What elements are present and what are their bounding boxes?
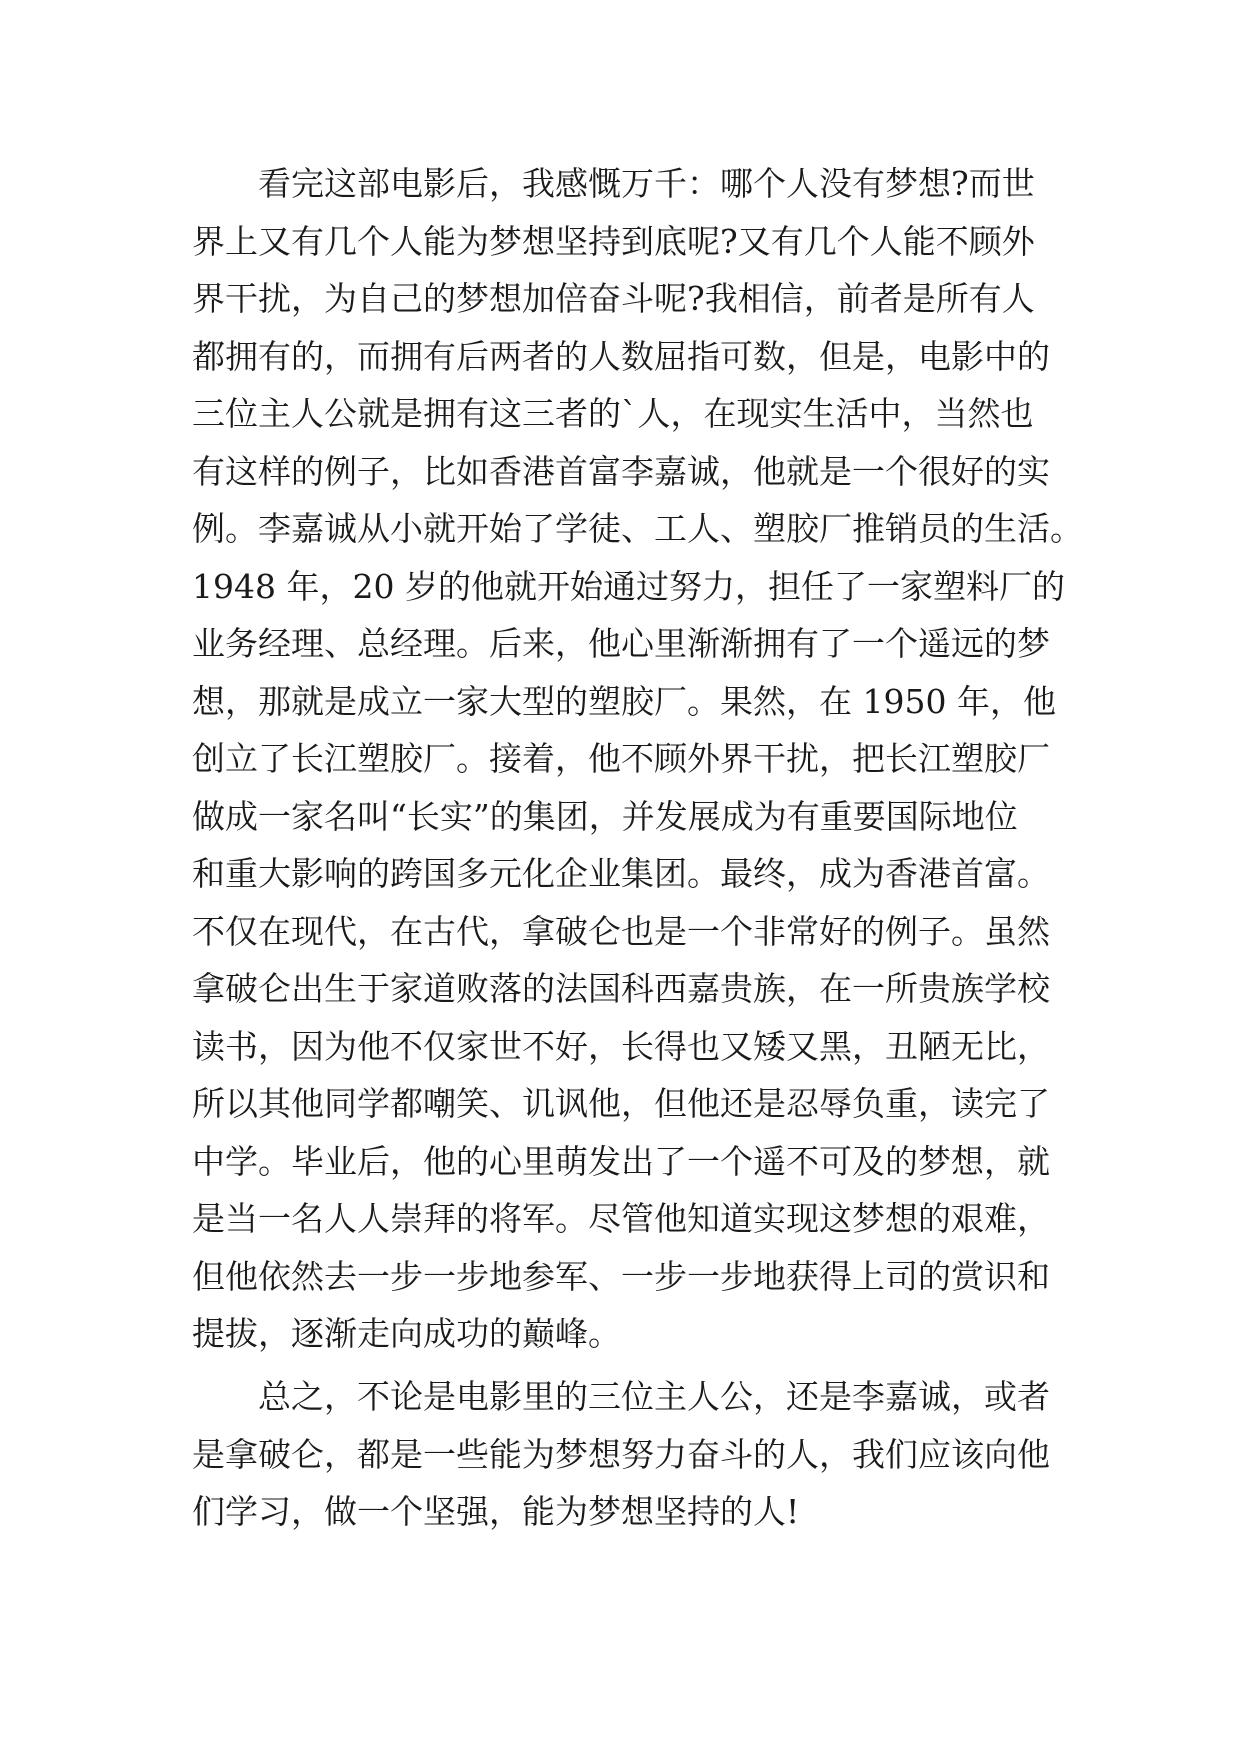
text-line: 不仅在现代，在古代，拿破仑也是一个非常好的例子。虽然 bbox=[192, 911, 1050, 951]
text-line: 提拔，逐渐走向成功的巅峰。 bbox=[192, 1314, 621, 1353]
text-line: 界上又有几个人能为梦想坚持到底呢?又有几个人能不顾外 bbox=[192, 221, 1035, 261]
text-line: 想，那就是成立一家大型的塑胶厂。果然，在 1950 年，他 bbox=[192, 681, 1056, 721]
text-line: 们学习，做一个坚强，能为梦想坚持的人! bbox=[192, 1492, 800, 1531]
text-line: 界干扰，为自己的梦想加倍奋斗呢?我相信，前者是所有人 bbox=[192, 279, 1035, 318]
text-line: 读书，因为他不仅家世不好，长得也又矮又黑，丑陋无比， bbox=[192, 1026, 1050, 1066]
text-line: 是拿破仑，都是一些能为梦想努力奋斗的人，我们应该向他 bbox=[192, 1434, 1050, 1474]
text-line: 做成一家名叫“长实”的集团，并发展成为有重要国际地位 bbox=[192, 796, 1018, 836]
paragraph-1 bbox=[192, 155, 1083, 1363]
text-line: 中学。毕业后，他的心里萌发出了一个遥不可及的梦想，就 bbox=[192, 1141, 1050, 1181]
text-line: 业务经理、总经理。后来，他心里渐渐拥有了一个遥远的梦 bbox=[192, 624, 1050, 663]
text-line: 1948 年，20 岁的他就开始通过努力，担任了一家塑料厂的 bbox=[192, 566, 1065, 606]
text-line: 但他依然去一步一步地参军、一步一步地获得上司的赏识和 bbox=[192, 1256, 1050, 1296]
text-line: 拿破仑出生于家道败落的法国科西嘉贵族，在一所贵族学校 bbox=[192, 969, 1050, 1008]
text-line: 看完这部电影后，我感慨万千：哪个人没有梦想?而世 bbox=[192, 164, 1035, 203]
text-line: 有这样的例子，比如香港首富李嘉诚，他就是一个很好的实 bbox=[192, 451, 1050, 491]
text-line: 是当一名人人崇拜的将军。尽管他知道实现这梦想的艰难， bbox=[192, 1199, 1050, 1238]
text-line: 创立了长江塑胶厂。接着，他不顾外界干扰，把长江塑胶厂 bbox=[192, 739, 1050, 778]
paragraph-2 bbox=[192, 1368, 1062, 1541]
text-line: 所以其他同学都嘲笑、讥讽他，但他还是忍辱负重，读完了 bbox=[192, 1084, 1050, 1123]
text-line: 和重大影响的跨国多元化企业集团。最终，成为香港首富。 bbox=[192, 854, 1050, 893]
text-line: 例。李嘉诚从小就开始了学徒、工人、塑胶厂推销员的生活。 bbox=[192, 509, 1083, 548]
text-line: 总之，不论是电影里的三位主人公，还是李嘉诚，或者 bbox=[192, 1377, 1050, 1416]
text-line: 三位主人公就是拥有这三者的`人，在现实生活中，当然也 bbox=[192, 394, 1034, 433]
text-line: 都拥有的，而拥有后两者的人数屈指可数，但是，电影中的 bbox=[192, 336, 1050, 376]
